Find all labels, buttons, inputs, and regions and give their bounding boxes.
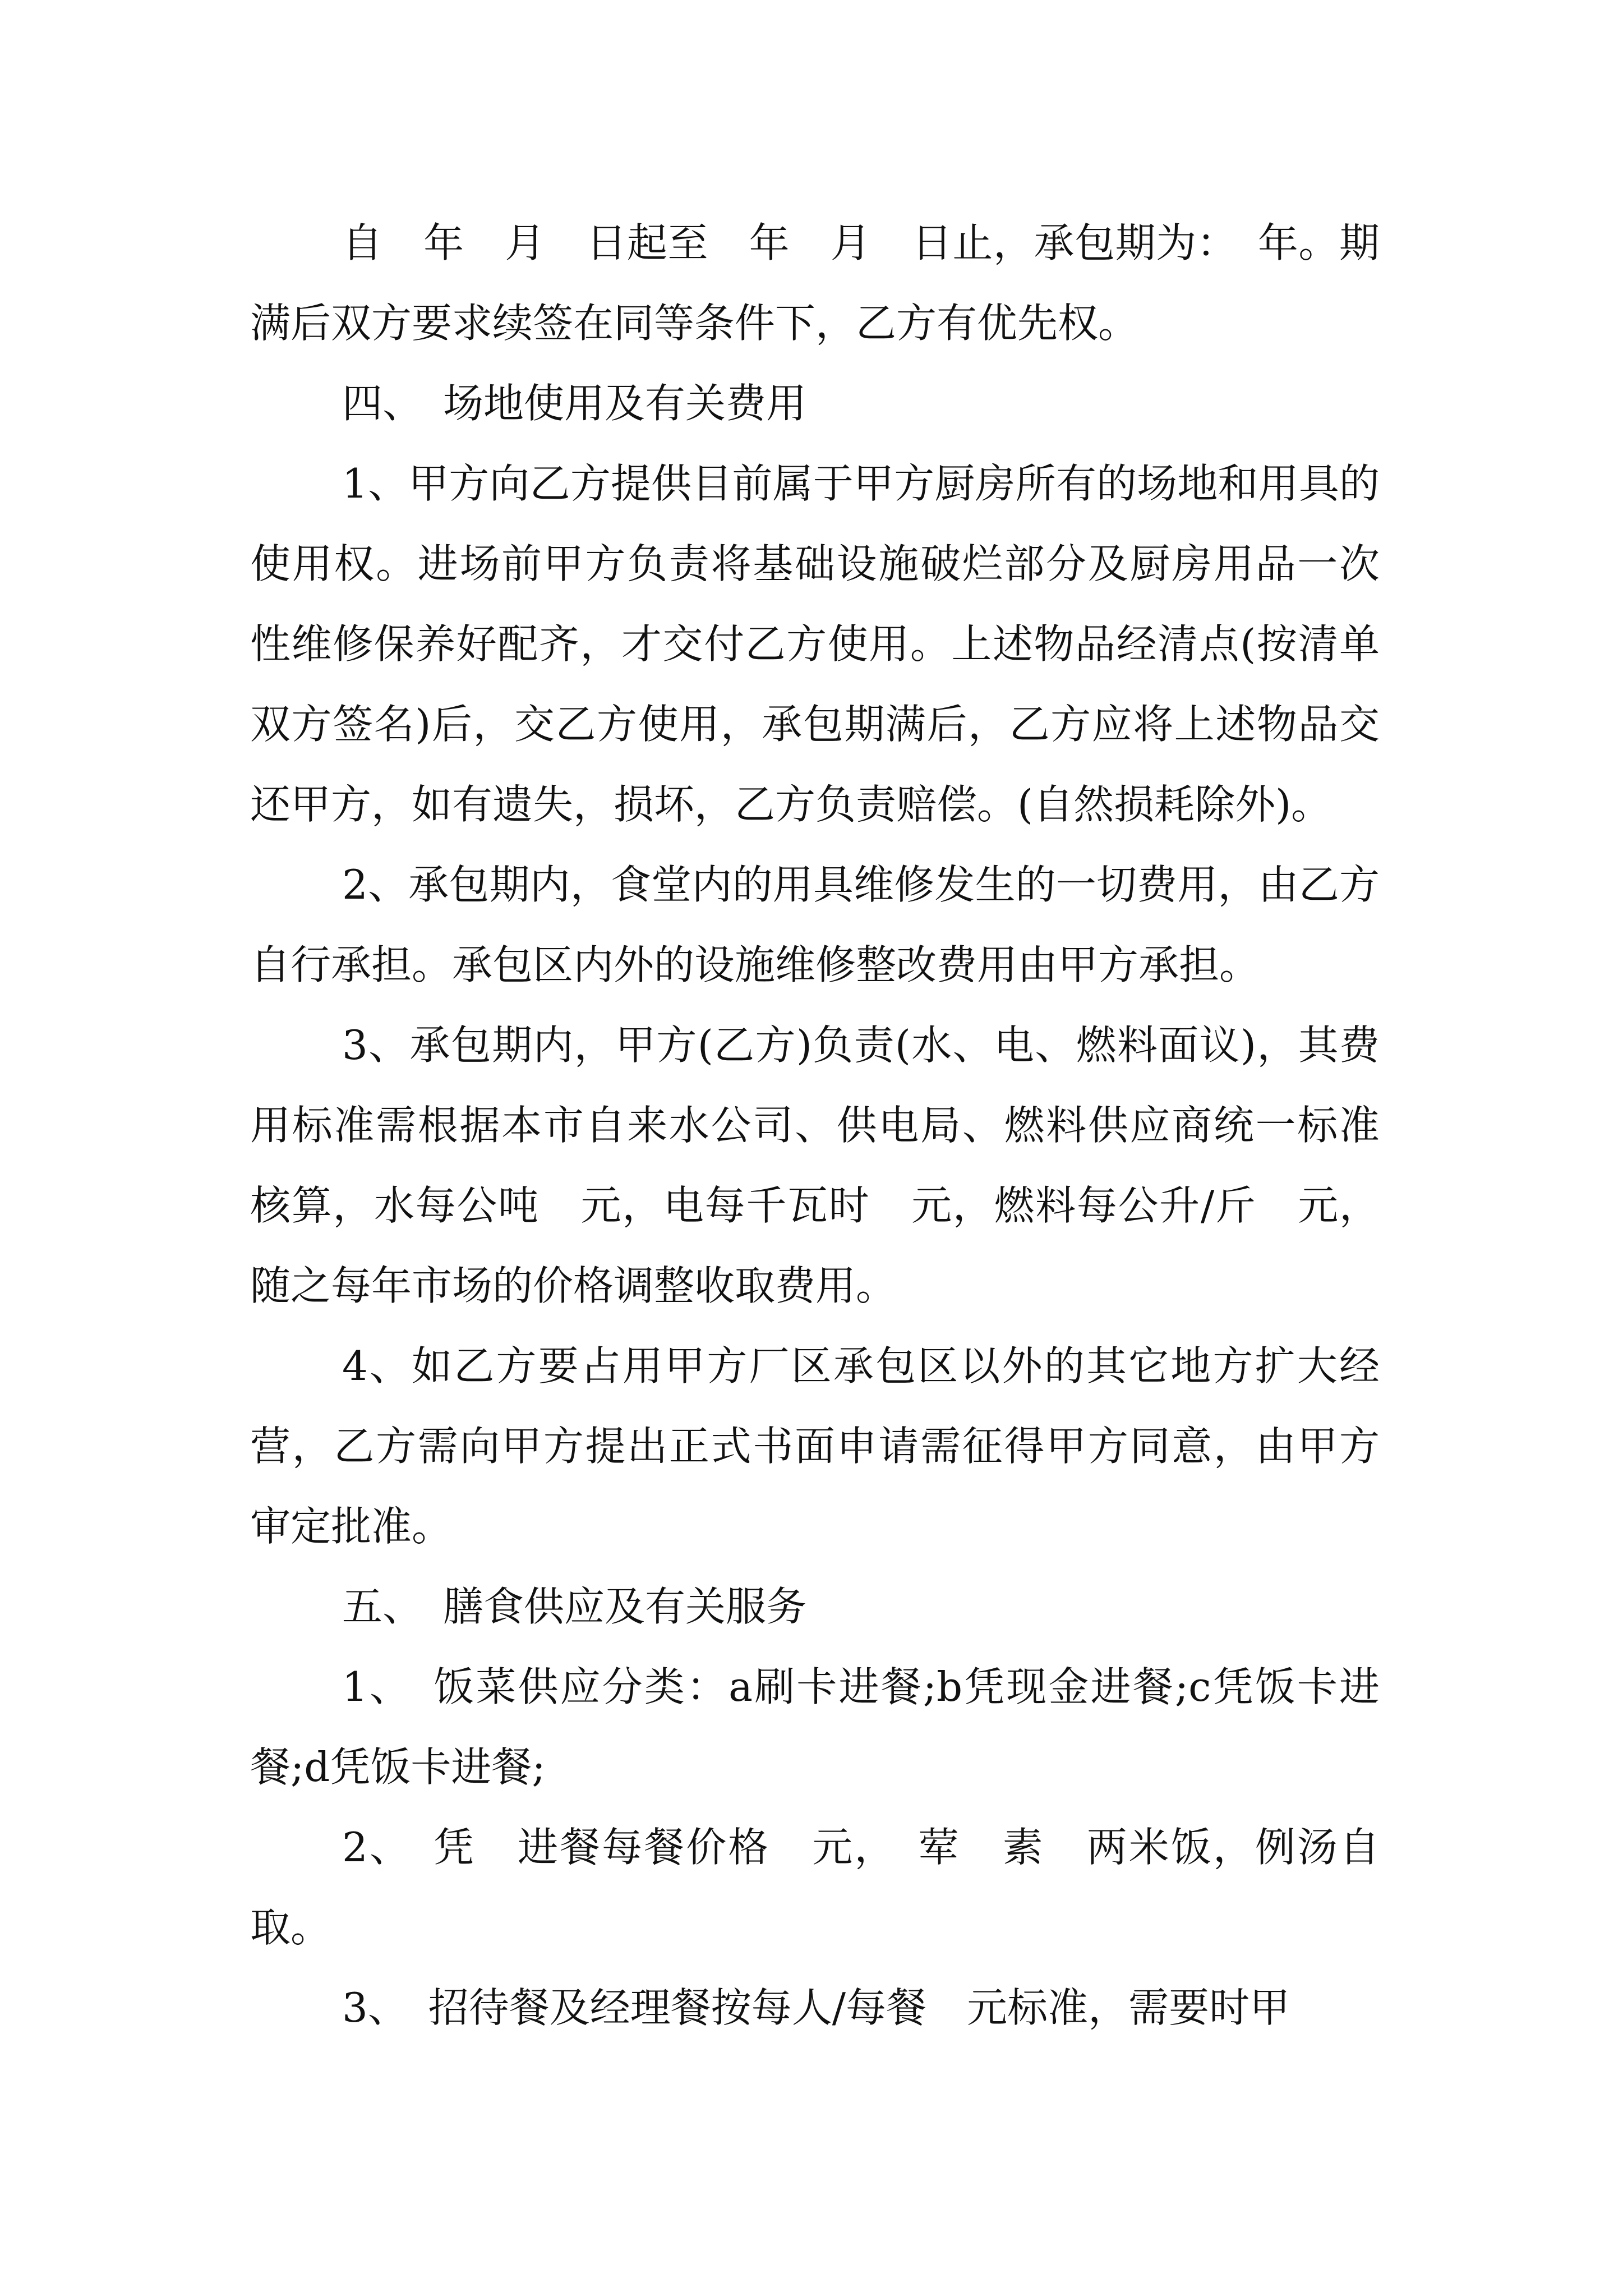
clause-maintenance-costs: 2、承包期内，食堂内的用具维修发生的一切费用，由乙方自行承担。承包区内外的设施维修整改费用由甲方承担。 (250, 861, 1380, 988)
clause-venue-equipment: 1、甲方向乙方提供目前属于甲方厨房所有的场地和用具的使用权。进场前甲方负责将基础设施破烂部分及厨房用品一次性维修保养好配齐，才交付乙方使用。上述物品经清点(按清单双方签名)后，交乙方使用，承包期满后，乙方应将上述物品交还甲方，如有遗失，损坏，乙方负责赔偿。(自然损耗除外)。 (250, 460, 1380, 828)
section-heading-venue-fees: 四、 场地使用及有关费用 (342, 380, 807, 427)
clause-meal-categories: 1、 饭菜供应分类：a刷卡进餐;b凭现金进餐;c凭饭卡进餐;d凭饭卡进餐; (250, 1663, 1380, 1791)
clause-reception-meals: 3、 招待餐及经理餐按每人/每餐 元标准，需要时甲 (342, 1984, 1290, 2031)
clause-meal-price: 2、 凭 进餐每餐价格 元， 荤 素 两米饭，例汤自取。 (250, 1824, 1380, 1951)
section-heading-meal-service: 五、 膳食供应及有关服务 (342, 1583, 807, 1630)
contract-term-paragraph: 自 年 月 日起至 年 月 日止，承包期为： 年。期满后双方要求续签在同等条件下，乙方有优先权。 (250, 219, 1380, 347)
clause-utility-fees: 3、承包期内，甲方(乙方)负责(水、电、燃料面议)，其费用标准需根据本市自来水公司、供电局、燃料供应商统一标准核算，水每公吨 元，电每千瓦时 元，燃料每公升/斤 元，随之每年市场的价格调整收取费用。 (250, 1022, 1380, 1309)
clause-extra-space: 4、如乙方要占用甲方厂区承包区以外的其它地方扩大经营，乙方需向甲方提出正式书面申请需征得甲方同意，由甲方审定批准。 (250, 1342, 1380, 1550)
document-body (250, 203, 1380, 2048)
